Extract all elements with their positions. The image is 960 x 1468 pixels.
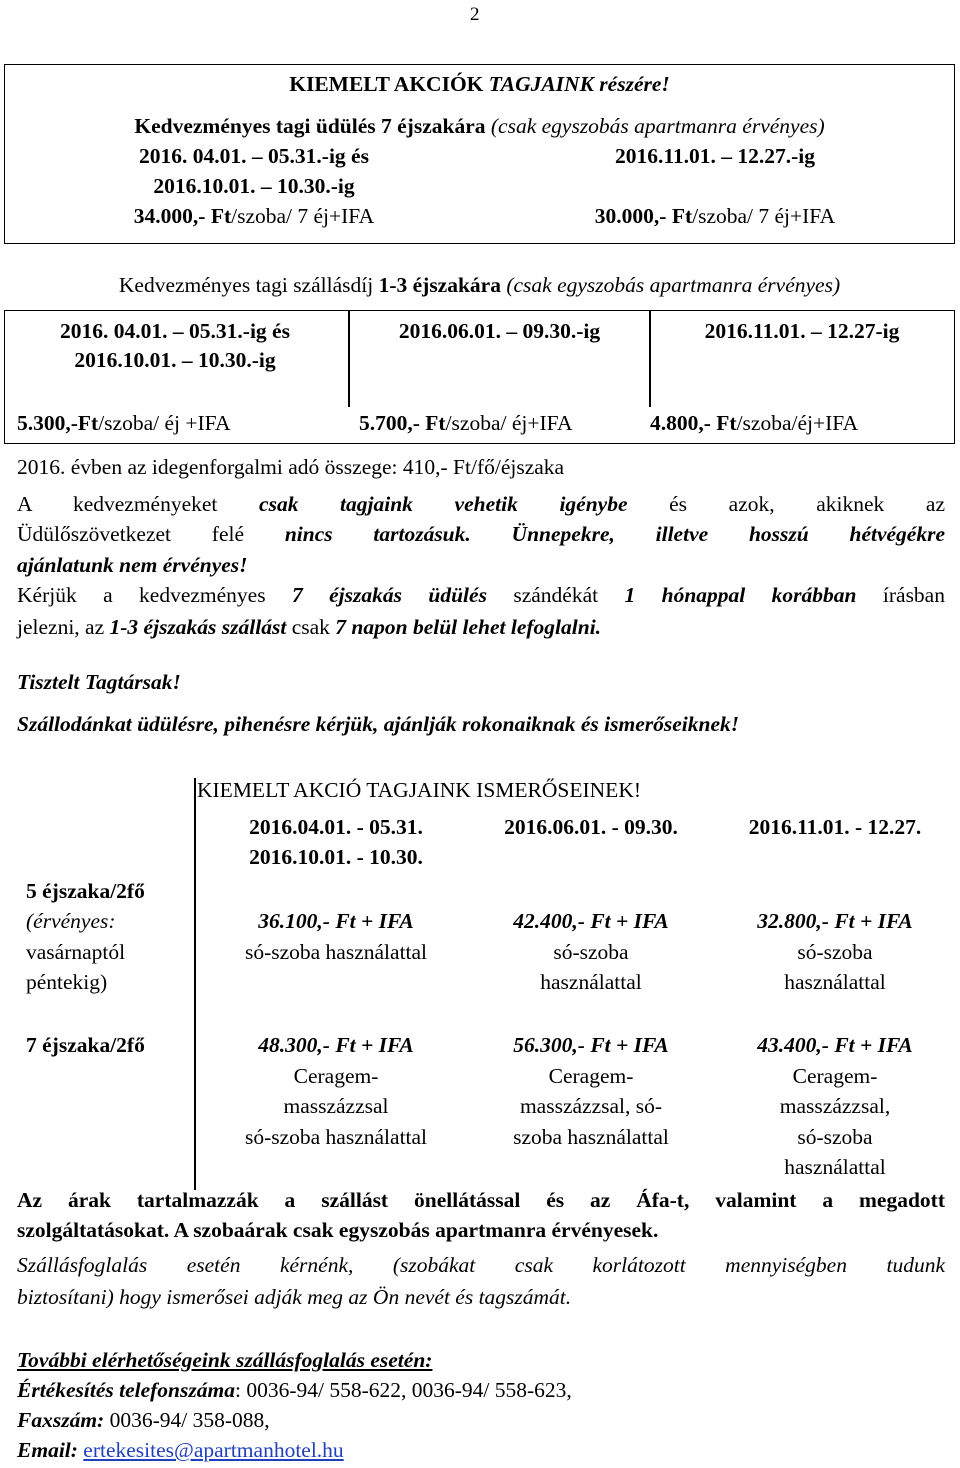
row1-col1-price: 36.100,- Ft + IFA bbox=[258, 909, 414, 933]
phone-value: : 0036-94/ 558-622, 0036-94/ 558-623, bbox=[234, 1378, 572, 1402]
member-offer-left-dates-1: 2016. 04.01. – 05.31.-ig és bbox=[139, 144, 369, 168]
friends-col1-header-1: 2016.04.01. - 05.31. bbox=[249, 815, 423, 839]
email-label: Email: bbox=[17, 1438, 78, 1462]
row2-col1-desc-2: masszázzsal bbox=[283, 1094, 389, 1118]
contacts-email bbox=[17, 1435, 344, 1465]
friends-col2-header: 2016.06.01. - 09.30. bbox=[504, 815, 678, 839]
row2-label-nights: 7 éjszaka/2fő bbox=[26, 1033, 145, 1057]
row2-col2-desc-1: Ceragem- bbox=[548, 1064, 634, 1088]
deadline-text-3: szándékát bbox=[486, 583, 625, 607]
row2-col3-desc-1: Ceragem- bbox=[792, 1064, 878, 1088]
deadline-text-4: 1 hónappal korábban bbox=[624, 583, 857, 607]
tax-note: 2016. évben az idegenforgalmi adó összege: 410,- Ft/fő/éjszaka bbox=[17, 455, 565, 479]
row2-col2-desc-3: szoba használattal bbox=[513, 1125, 669, 1149]
short-stay-col2-price-amount: 5.700,- Ft bbox=[359, 411, 446, 435]
friends-col3-header: 2016.11.01. - 12.27. bbox=[748, 815, 922, 839]
row1-col2-desc-2: használattal bbox=[540, 970, 642, 994]
booking-deadline-line-1 bbox=[17, 580, 945, 610]
deadline-text-6: jelezni, az bbox=[17, 615, 110, 639]
short-stay-col3-price bbox=[650, 408, 858, 438]
short-stay-col3-price-unit: /szoba/éj+IFA bbox=[736, 411, 859, 435]
row2-col1-desc-1: Ceragem- bbox=[293, 1064, 379, 1088]
row2-col2-desc-2: masszázzsal, só- bbox=[519, 1094, 663, 1118]
deadline-text-8: csak bbox=[286, 615, 336, 639]
deadline-text-9: 7 napon belül lehet lefoglalni. bbox=[335, 615, 602, 639]
row1-label-validity: (érvényes: bbox=[26, 909, 116, 933]
booking-deadline-line-2 bbox=[17, 612, 601, 642]
discount-text-5: nincs tartozásuk. Ünnepekre, illetve hosszú hétvégékre bbox=[284, 522, 945, 546]
short-stay-col1-dates-1: 2016. 04.01. – 05.31.-ig és bbox=[60, 319, 290, 343]
phone-label: Értékesítés telefonszáma bbox=[17, 1378, 235, 1402]
short-stay-col2-price bbox=[359, 408, 573, 438]
row2-col1-desc-3: só-szoba használattal bbox=[244, 1125, 428, 1149]
deadline-text-2: 7 éjszakás üdülés bbox=[291, 583, 487, 607]
row1-col1-desc: só-szoba használattal bbox=[244, 940, 428, 964]
fax-value: 0036-94/ 358-088, bbox=[104, 1408, 270, 1432]
booking-note-1: Szállásfoglalás esetén kérnénk, (szobákat csak korlátozott mennyiségben tudunk bbox=[17, 1253, 945, 1277]
short-stay-heading-italic: (csak egyszobás apartmanra érvényes) bbox=[500, 273, 841, 297]
member-offer-subtitle bbox=[4, 111, 955, 141]
row2-col2-price: 56.300,- Ft + IFA bbox=[513, 1033, 669, 1057]
deadline-text-5: írásban bbox=[856, 583, 945, 607]
discount-text-2: csak tagjaink vehetik igénybe bbox=[259, 492, 628, 516]
short-stay-col1-price bbox=[17, 408, 231, 438]
email-link[interactable]: ertekesites@apartmanhotel.hu bbox=[83, 1438, 344, 1462]
short-stay-col3-price-amount: 4.800,- Ft bbox=[650, 411, 737, 435]
member-offer-title-plain: KIEMELT AKCIÓK bbox=[289, 72, 489, 96]
short-stay-heading-plain: Kedvezményes tagi szállásdíj bbox=[118, 273, 379, 297]
contacts-phone bbox=[17, 1375, 572, 1405]
row1-label-nights: 5 éjszaka/2fő bbox=[26, 879, 145, 903]
greeting: Tisztelt Tagtársak! bbox=[17, 670, 181, 694]
deadline-text-7: 1-3 éjszakás szállást bbox=[109, 615, 287, 639]
discount-conditions-line-2 bbox=[17, 519, 945, 549]
row2-col3-price: 43.400,- Ft + IFA bbox=[757, 1033, 913, 1057]
row1-label-from: vasárnaptól bbox=[26, 940, 126, 964]
discount-text-1: A kedvezményeket bbox=[17, 492, 260, 516]
row2-col3-desc-2: masszázzsal, bbox=[779, 1094, 891, 1118]
discount-text-4: Üdülőszövetkezet felé bbox=[17, 522, 285, 546]
member-offer-subtitle-italic: (csak egyszobás apartmanra érvényes) bbox=[485, 114, 825, 138]
row1-col3-desc-1: só-szoba bbox=[797, 940, 873, 964]
short-stay-col2-dates: 2016.06.01. – 09.30.-ig bbox=[398, 319, 601, 343]
member-offer-right-price-unit: /szoba/ 7 éj+IFA bbox=[692, 204, 836, 228]
discount-text-3: és azok, akiknek az bbox=[627, 492, 945, 516]
short-stay-heading bbox=[4, 270, 955, 300]
row2-col3-desc-4: használattal bbox=[784, 1155, 886, 1179]
friends-col1-header-2: 2016.10.01. - 10.30. bbox=[249, 845, 423, 869]
row1-col2-price: 42.400,- Ft + IFA bbox=[513, 909, 669, 933]
prices-include-note-2: szolgáltatásokat. A szobaárak csak egyszobás apartmanra érvényesek. bbox=[17, 1218, 659, 1242]
deadline-text-1: Kérjük a kedvezményes bbox=[17, 583, 292, 607]
short-stay-heading-bold: 1-3 éjszakára bbox=[378, 273, 501, 297]
member-offer-left-price-amount: 34.000,- Ft bbox=[133, 204, 232, 228]
discount-conditions-line-3: ajánlatunk nem érvényes! bbox=[17, 553, 248, 577]
member-offer-title-italic: TAGJAINK részére! bbox=[488, 72, 670, 96]
row1-col3-desc-2: használattal bbox=[784, 970, 886, 994]
friends-offer-title: KIEMELT AKCIÓ TAGJAINK ISMERŐSEINEK! bbox=[197, 778, 642, 802]
short-stay-col3-dates: 2016.11.01. – 12.27-ig bbox=[704, 319, 900, 343]
fax-label: Faxszám: bbox=[17, 1408, 105, 1432]
contacts-fax bbox=[17, 1405, 270, 1435]
member-offer-title bbox=[4, 69, 955, 99]
short-stay-col1-price-unit: /szoba/ éj +IFA bbox=[98, 411, 231, 435]
row1-col3-price: 32.800,- Ft + IFA bbox=[757, 909, 913, 933]
row1-col2-desc-1: só-szoba bbox=[553, 940, 629, 964]
recommendation: Szállodánkat üdülésre, pihenésre kérjük, ajánlják rokonaiknak és ismerőseiknek! bbox=[17, 712, 740, 736]
member-offer-right-price-amount: 30.000,- Ft bbox=[594, 204, 693, 228]
member-offer-left-price bbox=[4, 201, 504, 231]
member-offer-right-price bbox=[480, 201, 950, 231]
member-offer-left-price-unit: /szoba/ 7 éj+IFA bbox=[231, 204, 375, 228]
page-number: 2 bbox=[470, 4, 480, 25]
member-offer-subtitle-bold: Kedvezményes tagi üdülés 7 éjszakára bbox=[134, 114, 486, 138]
row2-col3-desc-3: só-szoba bbox=[797, 1125, 873, 1149]
short-stay-col1-price-amount: 5.300,-Ft bbox=[17, 411, 99, 435]
row1-label-to: péntekig) bbox=[26, 970, 108, 994]
prices-include-note-1: Az árak tartalmazzák a szállást önellátással és az Áfa-t, valamint a megadott bbox=[17, 1188, 945, 1212]
short-stay-col1-dates-2: 2016.10.01. – 10.30.-ig bbox=[74, 348, 276, 372]
discount-conditions-line-1 bbox=[17, 489, 945, 519]
member-offer-right-dates: 2016.11.01. – 12.27.-ig bbox=[614, 144, 816, 168]
member-offer-left-dates-2: 2016.10.01. – 10.30.-ig bbox=[153, 174, 355, 198]
booking-note-2: biztosítani) hogy ismerősei adják meg az Ön nevét és tagszámát. bbox=[17, 1285, 572, 1309]
row2-col1-price: 48.300,- Ft + IFA bbox=[258, 1033, 414, 1057]
short-stay-col2-price-unit: /szoba/ éj+IFA bbox=[445, 411, 573, 435]
contacts-heading: További elérhetőségeink szállásfoglalás esetén: bbox=[17, 1348, 433, 1372]
